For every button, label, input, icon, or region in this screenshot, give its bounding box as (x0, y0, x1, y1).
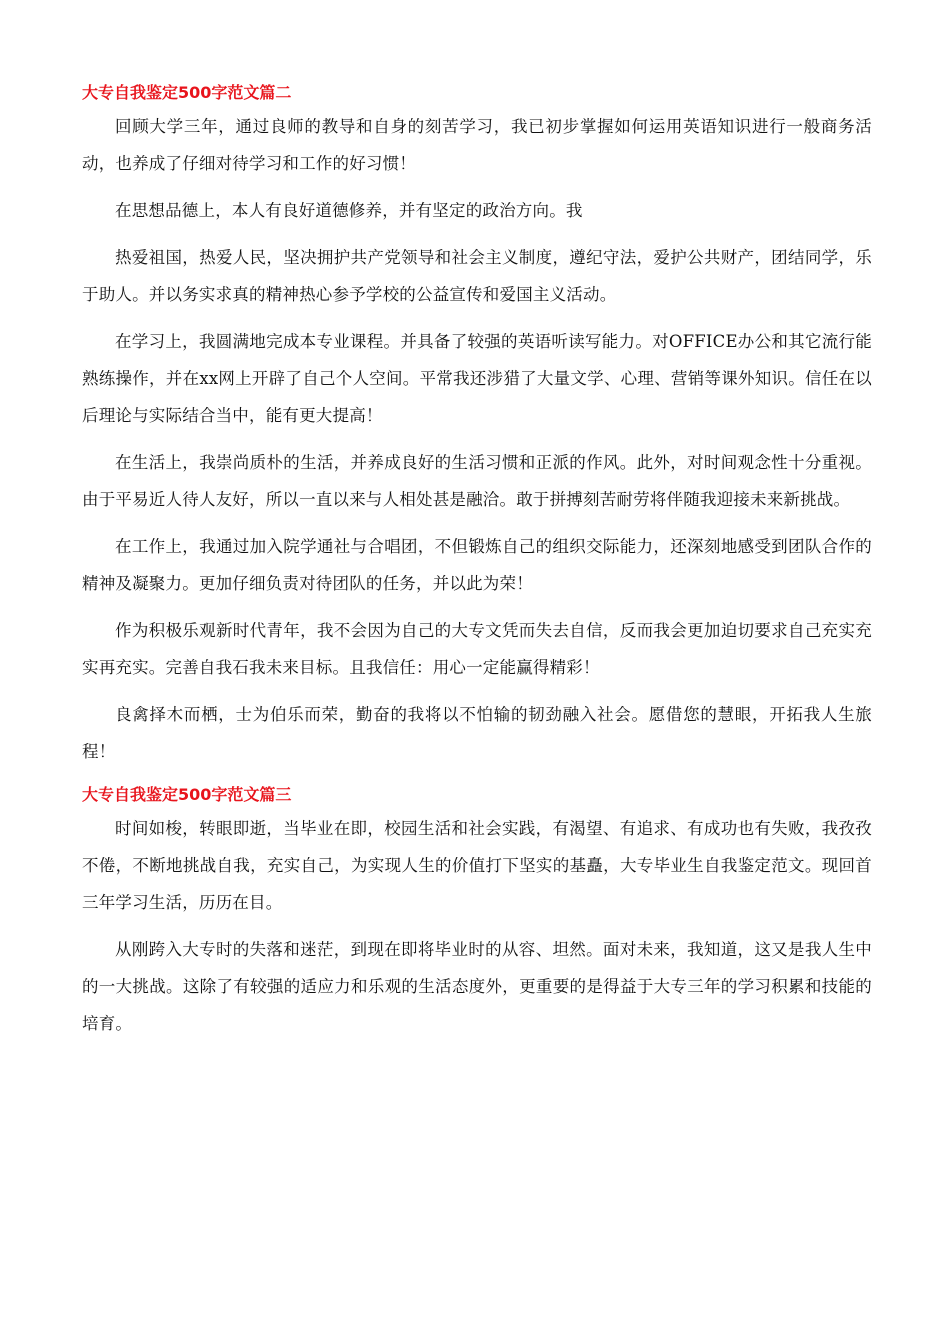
paragraph: 回顾大学三年，通过良师的教导和自身的刻苦学习，我已初步掌握如何运用英语知识进行一般商务活动，也养成了仔细对待学习和工作的好习惯！ (82, 117, 872, 173)
section-part-three (82, 780, 872, 1042)
paragraph: 在思想品德上，本人有良好道德修养，并有坚定的政治方向。我 (115, 201, 583, 220)
paragraph: 作为积极乐观新时代青年，我不会因为自己的大专文凭而失去自信，反而我会更加迫切要求自己充实充实再充实。完善自我石我未来目标。且我信任：用心一定能赢得精彩！ (82, 621, 872, 677)
paragraph: 良禽择木而栖，士为伯乐而荣，勤奋的我将以不怕输的韧劲融入社会。愿借您的慧眼，开拓我人生旅程！ (82, 705, 872, 761)
paragraph: 热爱祖国，热爱人民，坚决拥护共产党领导和社会主义制度，遵纪守法，爱护公共财产，团结同学，乐于助人。并以务实求真的精神热心参予学校的公益宣传和爱国主义活动。 (82, 248, 872, 304)
paragraph: 从刚跨入大专时的失落和迷茫，到现在即将毕业时的从容、坦然。面对未来，我知道，这又是我人生中的一大挑战。这除了有较强的适应力和乐观的生活态度外，更重要的是得益于大专三年的学习积累和技能的培育。 (82, 940, 872, 1033)
section-part-two (82, 78, 872, 770)
paragraph: 在生活上，我崇尚质朴的生活，并养成良好的生活习惯和正派的作风。此外，对时间观念性十分重视。由于平易近人待人友好，所以一直以来与人相处甚是融洽。敢于拼搏刻苦耐劳将伴随我迎接未来新挑战。 (82, 453, 872, 509)
section-title: 大专自我鉴定500字范文篇二 (82, 83, 292, 102)
section-title: 大专自我鉴定500字范文篇三 (82, 785, 292, 804)
paragraph: 在工作上，我通过加入院学通社与合唱团，不但锻炼自己的组织交际能力，还深刻地感受到团队合作的精神及凝聚力。更加仔细负责对待团队的任务，并以此为荣！ (82, 537, 872, 593)
paragraph: 在学习上，我圆满地完成本专业课程。并具备了较强的英语听读写能力。对OFFICE办公和其它流行能熟练操作，并在xx网上开辟了自己个人空间。平常我还涉猎了大量文学、心理、营销等课外知识。信任在以后理论与实际结合当中，能有更大提高！ (82, 332, 872, 425)
document-page (82, 78, 872, 1052)
paragraph: 时间如梭，转眼即逝，当毕业在即，校园生活和社会实践，有渴望、有追求、有成功也有失败，我孜孜不倦，不断地挑战自我，充实自己，为实现人生的价值打下坚实的基矗，大专毕业生自我鉴定范文。现回首三年学习生活，历历在目。 (82, 819, 872, 912)
